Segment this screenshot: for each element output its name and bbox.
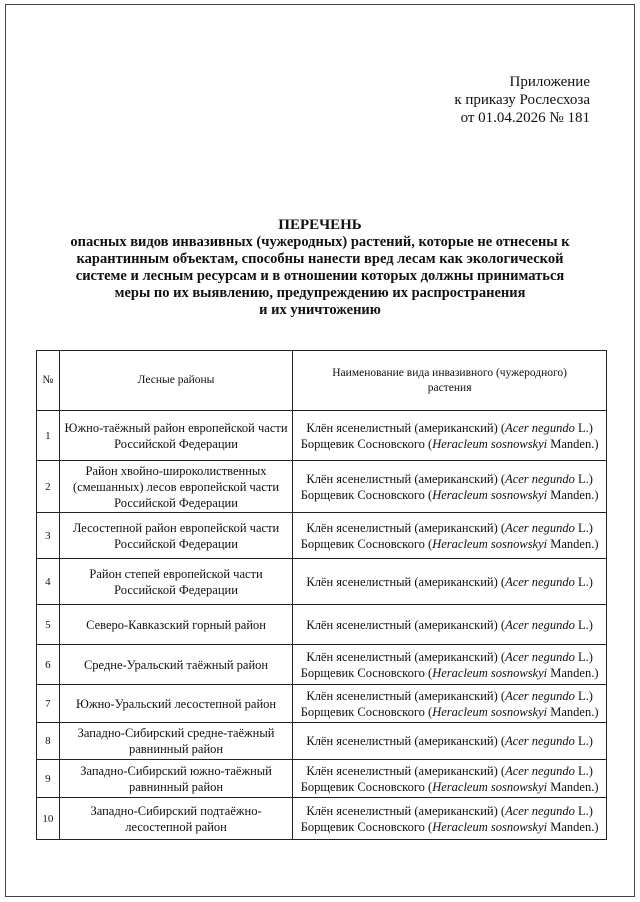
hogweed-species-line	[295, 436, 604, 452]
row-number: 8	[37, 723, 60, 760]
species-cell	[293, 513, 607, 559]
hogweed-common-name: Борщевик Сосновского	[300, 536, 429, 551]
hogweed-latin-name: Heracleum sosnowskyi	[432, 536, 548, 551]
maple-species-line	[295, 649, 604, 665]
row-number: 10	[37, 798, 60, 840]
table-row	[37, 559, 607, 605]
open-paren: (	[500, 617, 506, 632]
header-num: №	[37, 351, 60, 411]
table-row	[37, 685, 607, 723]
title-line: опасных видов инвазивных (чужеродных) растений, которые не отнесены к	[70, 234, 570, 250]
hogweed-species-line	[295, 665, 604, 681]
forest-district: Средне-Уральский таёжный район	[59, 645, 292, 685]
hogweed-species-line	[295, 704, 604, 720]
forest-district: Лесостепной район европейской части Российской Федерации	[59, 513, 292, 559]
table-row	[37, 723, 607, 760]
table-row	[37, 645, 607, 685]
maple-author: L.)	[574, 649, 593, 664]
title-line: и их уничтожению	[259, 302, 381, 318]
species-cell	[293, 723, 607, 760]
hogweed-species-line	[295, 819, 604, 835]
hogweed-common-name: Борщевик Сосновского	[300, 819, 429, 834]
header-district: Лесные районы	[59, 351, 292, 411]
hogweed-latin-name: Heracleum sosnowskyi	[432, 436, 548, 451]
maple-species-line	[295, 803, 604, 819]
species-table	[36, 350, 607, 840]
maple-author: L.)	[574, 420, 593, 435]
hogweed-latin-name: Heracleum sosnowskyi	[432, 487, 548, 502]
open-paren: (	[500, 734, 506, 748]
open-paren: (	[500, 520, 506, 535]
forest-district: Район степей европейской части Российской Федерации	[59, 559, 292, 605]
open-paren: (	[428, 779, 433, 794]
annex-line-2: к приказу Рослесхоза	[454, 92, 590, 108]
open-paren: (	[500, 420, 506, 435]
annex-block	[454, 73, 590, 127]
row-number: 5	[37, 605, 60, 645]
maple-species-line	[295, 574, 604, 590]
open-paren: (	[500, 649, 506, 664]
table-row	[37, 605, 607, 645]
maple-latin-name: Acer negundo	[505, 471, 575, 486]
maple-latin-name: Acer negundo	[505, 688, 575, 703]
hogweed-common-name: Борщевик Сосновского	[300, 436, 429, 451]
open-paren: (	[500, 803, 506, 818]
hogweed-common-name: Борщевик Сосновского	[300, 487, 429, 502]
maple-common-name: Клён ясенелистный (американский)	[306, 471, 501, 486]
forest-district: Южно-таёжный район европейской части Российской Федерации	[59, 411, 292, 461]
maple-author: L.)	[574, 520, 593, 535]
header-species-line: Наименование вида инвазивного (чужеродного)	[332, 366, 568, 379]
row-number: 2	[37, 461, 60, 513]
hogweed-species-line	[295, 487, 604, 503]
hogweed-latin-name: Heracleum sosnowskyi	[432, 819, 548, 834]
maple-common-name: Клён ясенелистный (американский)	[306, 574, 501, 589]
forest-district: Южно-Уральский лесостепной район	[59, 685, 292, 723]
maple-common-name: Клён ясенелистный (американский)	[306, 763, 501, 778]
maple-common-name: Клён ясенелистный (американский)	[306, 803, 501, 818]
forest-district: Западно-Сибирский южно-таёжный равнинный район	[59, 760, 292, 798]
species-cell	[293, 605, 607, 645]
maple-species-line	[295, 617, 604, 633]
maple-species-line	[295, 688, 604, 704]
hogweed-author: Manden.)	[547, 436, 599, 451]
species-cell	[293, 461, 607, 513]
species-cell	[293, 798, 607, 840]
maple-species-line	[295, 420, 604, 436]
hogweed-common-name: Борщевик Сосновского	[300, 704, 429, 719]
maple-common-name: Клён ясенелистный (американский)	[306, 420, 501, 435]
table-row	[37, 760, 607, 798]
maple-species-line	[295, 471, 604, 487]
hogweed-author: Manden.)	[547, 819, 599, 834]
document-title	[40, 217, 600, 319]
hogweed-author: Manden.)	[547, 779, 599, 794]
table-row	[37, 798, 607, 840]
forest-district: Западно-Сибирский подтаёжно-лесостепной район	[59, 798, 292, 840]
maple-species-line	[295, 520, 604, 536]
row-number: 9	[37, 760, 60, 798]
table-row	[37, 411, 607, 461]
maple-latin-name: Acer negundo	[505, 574, 575, 589]
table-body	[37, 411, 607, 840]
title-line: карантинным объектам, способны нанести вред лесам как экологической	[76, 251, 564, 267]
title-heading: ПЕРЕЧЕНЬ	[278, 217, 362, 233]
row-number: 4	[37, 559, 60, 605]
species-cell	[293, 645, 607, 685]
maple-common-name: Клён ясенелистный (американский)	[306, 617, 501, 632]
hogweed-species-line	[295, 779, 604, 795]
hogweed-author: Manden.)	[547, 665, 599, 680]
maple-common-name: Клён ясенелистный (американский)	[306, 734, 501, 748]
maple-latin-name: Acer negundo	[505, 420, 575, 435]
maple-author: L.)	[574, 574, 593, 589]
maple-common-name: Клён ясенелистный (американский)	[306, 520, 501, 535]
maple-latin-name: Acer negundo	[505, 617, 575, 632]
hogweed-latin-name: Heracleum sosnowskyi	[432, 779, 548, 794]
maple-author: L.)	[574, 688, 593, 703]
open-paren: (	[428, 436, 433, 451]
maple-latin-name: Acer negundo	[505, 649, 575, 664]
maple-common-name: Клён ясенелистный (американский)	[306, 688, 501, 703]
title-line: системе и лесным ресурсам и в отношении которых должны приниматься	[75, 268, 565, 284]
row-number: 7	[37, 685, 60, 723]
open-paren: (	[428, 665, 433, 680]
table-row	[37, 513, 607, 559]
species-cell	[293, 685, 607, 723]
species-cell	[293, 559, 607, 605]
open-paren: (	[500, 574, 506, 589]
hogweed-common-name: Борщевик Сосновского	[300, 665, 429, 680]
maple-author: L.)	[574, 763, 593, 778]
table-header-row	[37, 351, 607, 411]
table-row	[37, 461, 607, 513]
open-paren: (	[500, 688, 506, 703]
open-paren: (	[428, 487, 433, 502]
hogweed-species-line	[295, 536, 604, 552]
open-paren: (	[428, 704, 433, 719]
hogweed-latin-name: Heracleum sosnowskyi	[432, 665, 548, 680]
maple-author: L.)	[574, 734, 593, 748]
annex-line-1: Приложение	[509, 74, 590, 90]
open-paren: (	[428, 536, 433, 551]
hogweed-common-name: Борщевик Сосновского	[300, 779, 429, 794]
maple-latin-name: Acer negundo	[505, 763, 575, 778]
maple-author: L.)	[574, 803, 593, 818]
maple-latin-name: Acer negundo	[505, 734, 575, 748]
maple-author: L.)	[574, 471, 593, 486]
hogweed-latin-name: Heracleum sosnowskyi	[432, 704, 548, 719]
maple-latin-name: Acer negundo	[505, 803, 575, 818]
row-number: 3	[37, 513, 60, 559]
open-paren: (	[428, 819, 433, 834]
annex-line-3: от 01.04.2026 № 181	[460, 110, 590, 126]
hogweed-author: Manden.)	[547, 704, 599, 719]
open-paren: (	[500, 763, 506, 778]
species-cell	[293, 411, 607, 461]
forest-district: Район хвойно-широколиственных (смешанных) лесов европейской части Российской Федерации	[59, 461, 292, 513]
maple-species-line	[295, 763, 604, 779]
row-number: 6	[37, 645, 60, 685]
hogweed-author: Manden.)	[547, 487, 599, 502]
open-paren: (	[500, 471, 506, 486]
hogweed-author: Manden.)	[547, 536, 599, 551]
forest-district: Западно-Сибирский средне-таёжный равнинный район	[59, 723, 292, 760]
title-line: меры по их выявлению, предупреждению их распространения	[114, 285, 526, 301]
header-species-line: растения	[427, 381, 472, 394]
maple-species-line	[295, 733, 604, 749]
maple-common-name: Клён ясенелистный (американский)	[306, 649, 501, 664]
header-species	[293, 351, 607, 411]
maple-author: L.)	[574, 617, 593, 632]
forest-district: Северо-Кавказский горный район	[59, 605, 292, 645]
species-cell	[293, 760, 607, 798]
row-number: 1	[37, 411, 60, 461]
maple-latin-name: Acer negundo	[505, 520, 575, 535]
